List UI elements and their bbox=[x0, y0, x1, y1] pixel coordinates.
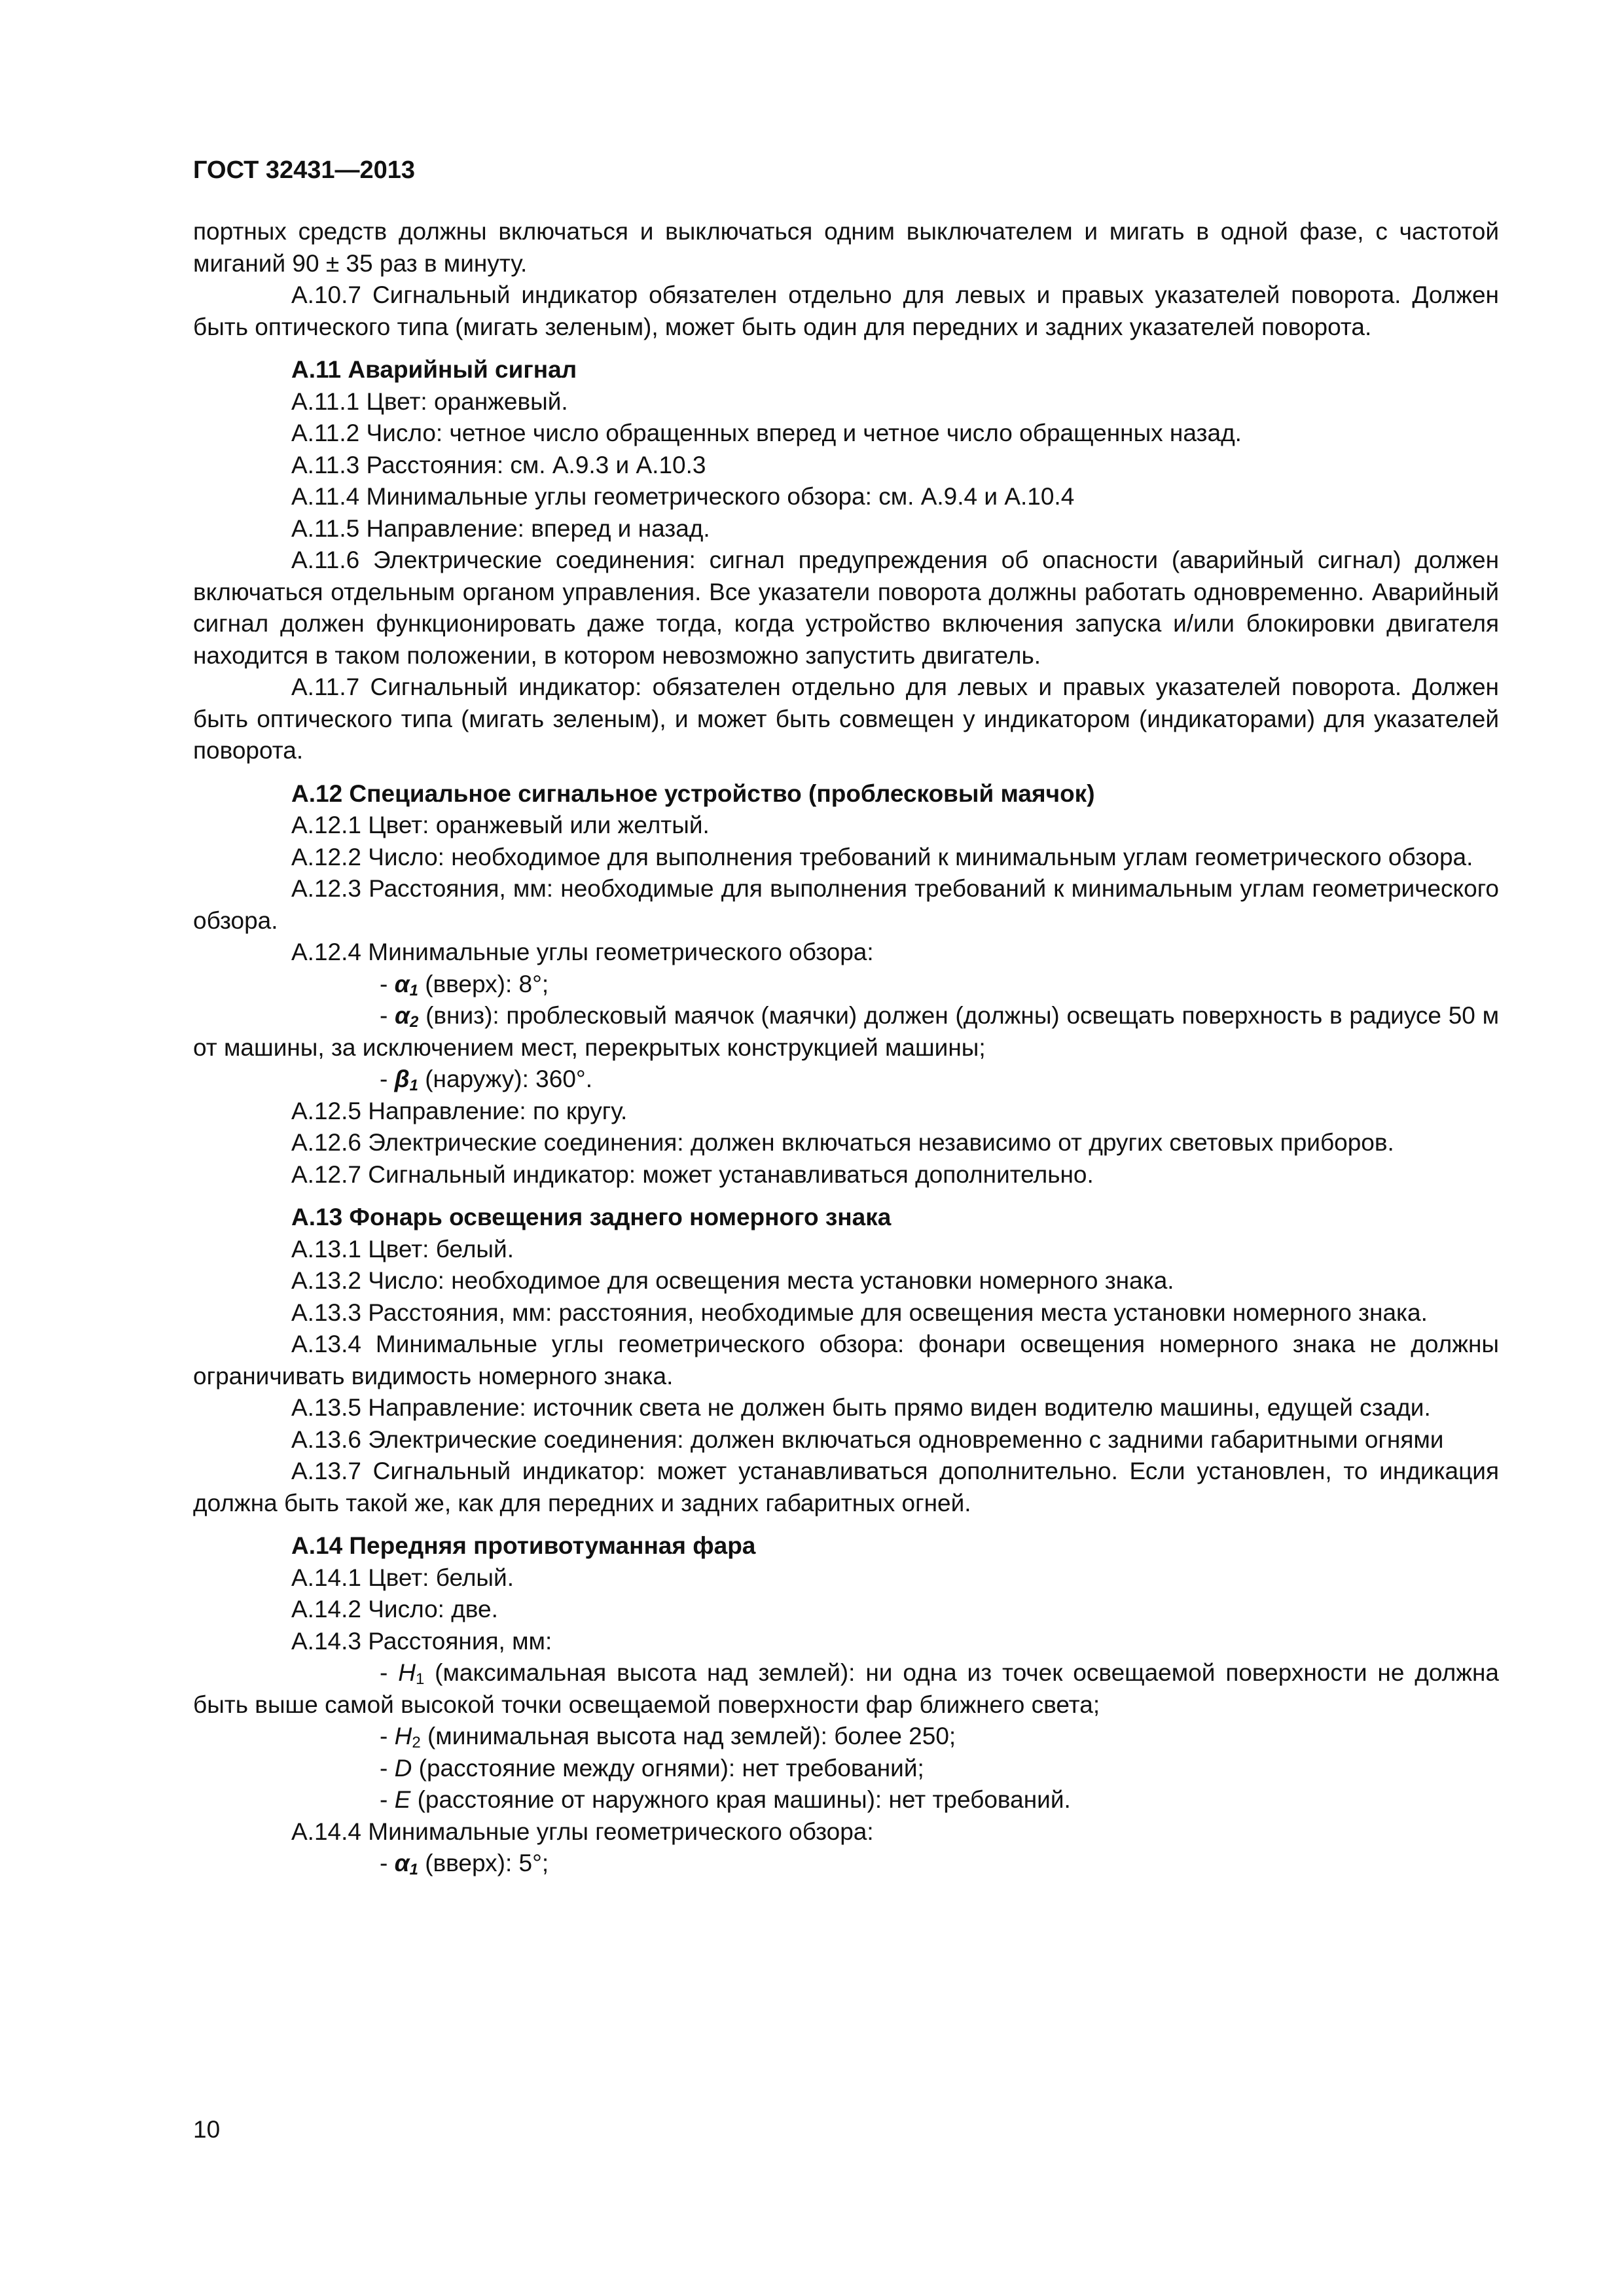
clause-a10-7: А.10.7 Сигнальный индикатор обязателен отдельно для левых и правых указателей поворота. Должен быть оптического типа (мигать зеленым), может быть один для передних и задних указателей поворота. bbox=[193, 281, 1499, 340]
list-item-text: (вверх): 8°; bbox=[418, 970, 549, 997]
clause-a11-3: А.11.3 Расстояния: см. А.9.3 и А.10.3 bbox=[291, 451, 706, 478]
list-dash: - bbox=[380, 1786, 395, 1813]
list-dash: - bbox=[380, 1659, 399, 1686]
list-item-d bbox=[193, 1753, 1499, 1785]
list-item-h1 bbox=[193, 1657, 1499, 1721]
clause-a13-6: А.13.6 Электрические соединения: должен включаться одновременно с задними габаритными огнями bbox=[291, 1426, 1444, 1453]
symbol-subscript: 1 bbox=[409, 981, 418, 999]
list-item-alpha1 bbox=[193, 969, 1499, 1001]
list-item-text: (вниз): проблесковый маячок (маячки) должен (должны) освещать поверхность в радиусе 50 м от машины, за исключением мест, перекрытых конструкцией машины; bbox=[193, 1002, 1500, 1061]
symbol-subscript: 2 bbox=[410, 1013, 419, 1031]
symbol-alpha: α bbox=[394, 970, 410, 997]
symbol-beta: β bbox=[394, 1066, 410, 1092]
list-item-alpha2 bbox=[193, 1000, 1499, 1064]
list-dash: - bbox=[380, 970, 395, 997]
list-item-text: (наружу): 360°. bbox=[418, 1066, 592, 1092]
list-dash: - bbox=[380, 1850, 395, 1876]
symbol-h: H bbox=[398, 1659, 416, 1686]
clause-a11-5: А.11.5 Направление: вперед и назад. bbox=[291, 514, 710, 542]
clause-a11-1: А.11.1 Цвет: оранжевый. bbox=[291, 387, 568, 415]
list-item-alpha1-fog bbox=[193, 1848, 1499, 1880]
list-item-beta1 bbox=[193, 1064, 1499, 1096]
list-item-text: (минимальная высота над землей): более 250; bbox=[420, 1723, 956, 1749]
symbol-subscript: 1 bbox=[415, 1670, 425, 1688]
page-number: 10 bbox=[193, 2116, 221, 2143]
list-item-e bbox=[193, 1784, 1499, 1816]
paragraph-continuation: портных средств должны включаться и выключаться одним выключателем и мигать в одной фазе, с частотой миганий 90 ± 35 раз в минуту. bbox=[193, 218, 1499, 277]
clause-a14-4: А.14.4 Минимальные углы геометрического обзора: bbox=[291, 1818, 874, 1845]
clause-a11-4: А.11.4 Минимальные углы геометрического обзора: см. А.9.4 и А.10.4 bbox=[291, 483, 1075, 510]
clause-a12-4: А.12.4 Минимальные углы геометрического обзора: bbox=[291, 939, 874, 965]
symbol-subscript: 2 bbox=[412, 1734, 421, 1751]
clause-a12-2: А.12.2 Число: необходимое для выполнения требований к минимальным углам геометрического обзора. bbox=[291, 843, 1473, 870]
list-dash: - bbox=[380, 1723, 395, 1749]
clause-a12-7: А.12.7 Сигнальный индикатор: может устанавливаться дополнительно. bbox=[291, 1160, 1094, 1188]
clause-a13-3: А.13.3 Расстояния, мм: расстояния, необходимые для освещения места установки номерного знака. bbox=[291, 1299, 1428, 1326]
list-item-h2 bbox=[193, 1721, 1499, 1753]
clause-a13-4: А.13.4 Минимальные углы геометрического обзора: фонари освещения номерного знака не должны ограничивать видимость номерного знака. bbox=[193, 1331, 1499, 1390]
section-heading-a12: А.12 Специальное сигнальное устройство (проблесковый маячок) bbox=[291, 780, 1095, 807]
symbol-e: E bbox=[394, 1786, 411, 1813]
section-heading-a13: А.13 Фонарь освещения заднего номерного знака bbox=[291, 1204, 892, 1230]
symbol-d: D bbox=[394, 1754, 412, 1782]
clause-a12-5: А.12.5 Направление: по кругу. bbox=[291, 1097, 628, 1124]
clause-a11-7: А.11.7 Сигнальный индикатор: обязателен отдельно для левых и правых указателей поворота. Должен быть оптического типа (мигать зеленым), и может быть совмещен у индикатором (индикаторами) для указателей поворота. bbox=[193, 673, 1499, 764]
list-dash: - bbox=[380, 1066, 395, 1092]
clause-a13-5: А.13.5 Направление: источник света не должен быть прямо виден водителю машины, едущей сзади. bbox=[291, 1394, 1431, 1421]
clause-a11-2: А.11.2 Число: четное число обращенных вперед и четное число обращенных назад. bbox=[291, 420, 1242, 446]
clause-a14-3: А.14.3 Расстояния, мм: bbox=[291, 1627, 552, 1655]
symbol-subscript: 1 bbox=[409, 1077, 418, 1094]
clause-a14-1: А.14.1 Цвет: белый. bbox=[291, 1564, 514, 1591]
clause-a11-6: А.11.6 Электрические соединения: сигнал предупреждения об опасности (аварийный сигнал) должен включаться отдельным органом управления. Все указатели поворота должны работать одновременно. Аварийный сигнал должен функционировать даже тогда, когда устройство включения запуска и/или блокировки двигателя находится в таком положении, в котором невозможно запустить двигатель. bbox=[193, 547, 1499, 669]
symbol-subscript: 1 bbox=[409, 1861, 418, 1878]
clause-a12-6: А.12.6 Электрические соединения: должен включаться независимо от других световых приборов. bbox=[291, 1129, 1394, 1156]
list-dash: - bbox=[380, 1754, 395, 1782]
symbol-alpha: α bbox=[395, 1002, 410, 1029]
section-heading-a11: А.11 Аварийный сигнал bbox=[291, 356, 577, 383]
clause-a12-1: А.12.1 Цвет: оранжевый или желтый. bbox=[291, 812, 710, 838]
clause-a13-2: А.13.2 Число: необходимое для освещения места установки номерного знака. bbox=[291, 1267, 1174, 1294]
clause-a14-2: А.14.2 Число: две. bbox=[291, 1596, 498, 1623]
clause-a12-3: А.12.3 Расстояния, мм: необходимые для выполнения требований к минимальным углам геометрического обзора. bbox=[193, 875, 1499, 934]
list-item-text: (расстояние между огнями): нет требований; bbox=[412, 1754, 924, 1782]
page-header-standard-number: ГОСТ 32431—2013 bbox=[193, 156, 416, 184]
symbol-alpha: α bbox=[394, 1850, 410, 1876]
clause-a13-7: А.13.7 Сигнальный индикатор: может устанавливаться дополнительно. Если установлен, то индикация должна быть такой же, как для передних и задних габаритных огней. bbox=[193, 1458, 1499, 1516]
list-item-text: (расстояние от наружного края машины): нет требований. bbox=[410, 1786, 1071, 1813]
section-heading-a14: А.14 Передняя противотуманная фара bbox=[291, 1532, 756, 1559]
list-item-text: (максимальная высота над землей): ни одна из точек освещаемой поверхности не должна быть выше самой высокой точки освещаемой поверхности фар ближнего света; bbox=[193, 1659, 1499, 1718]
list-dash: - bbox=[380, 1002, 395, 1029]
clause-a13-1: А.13.1 Цвет: белый. bbox=[291, 1235, 514, 1263]
list-item-text: (вверх): 5°; bbox=[418, 1850, 549, 1876]
symbol-h: H bbox=[394, 1723, 412, 1749]
page-body bbox=[193, 216, 1499, 1880]
